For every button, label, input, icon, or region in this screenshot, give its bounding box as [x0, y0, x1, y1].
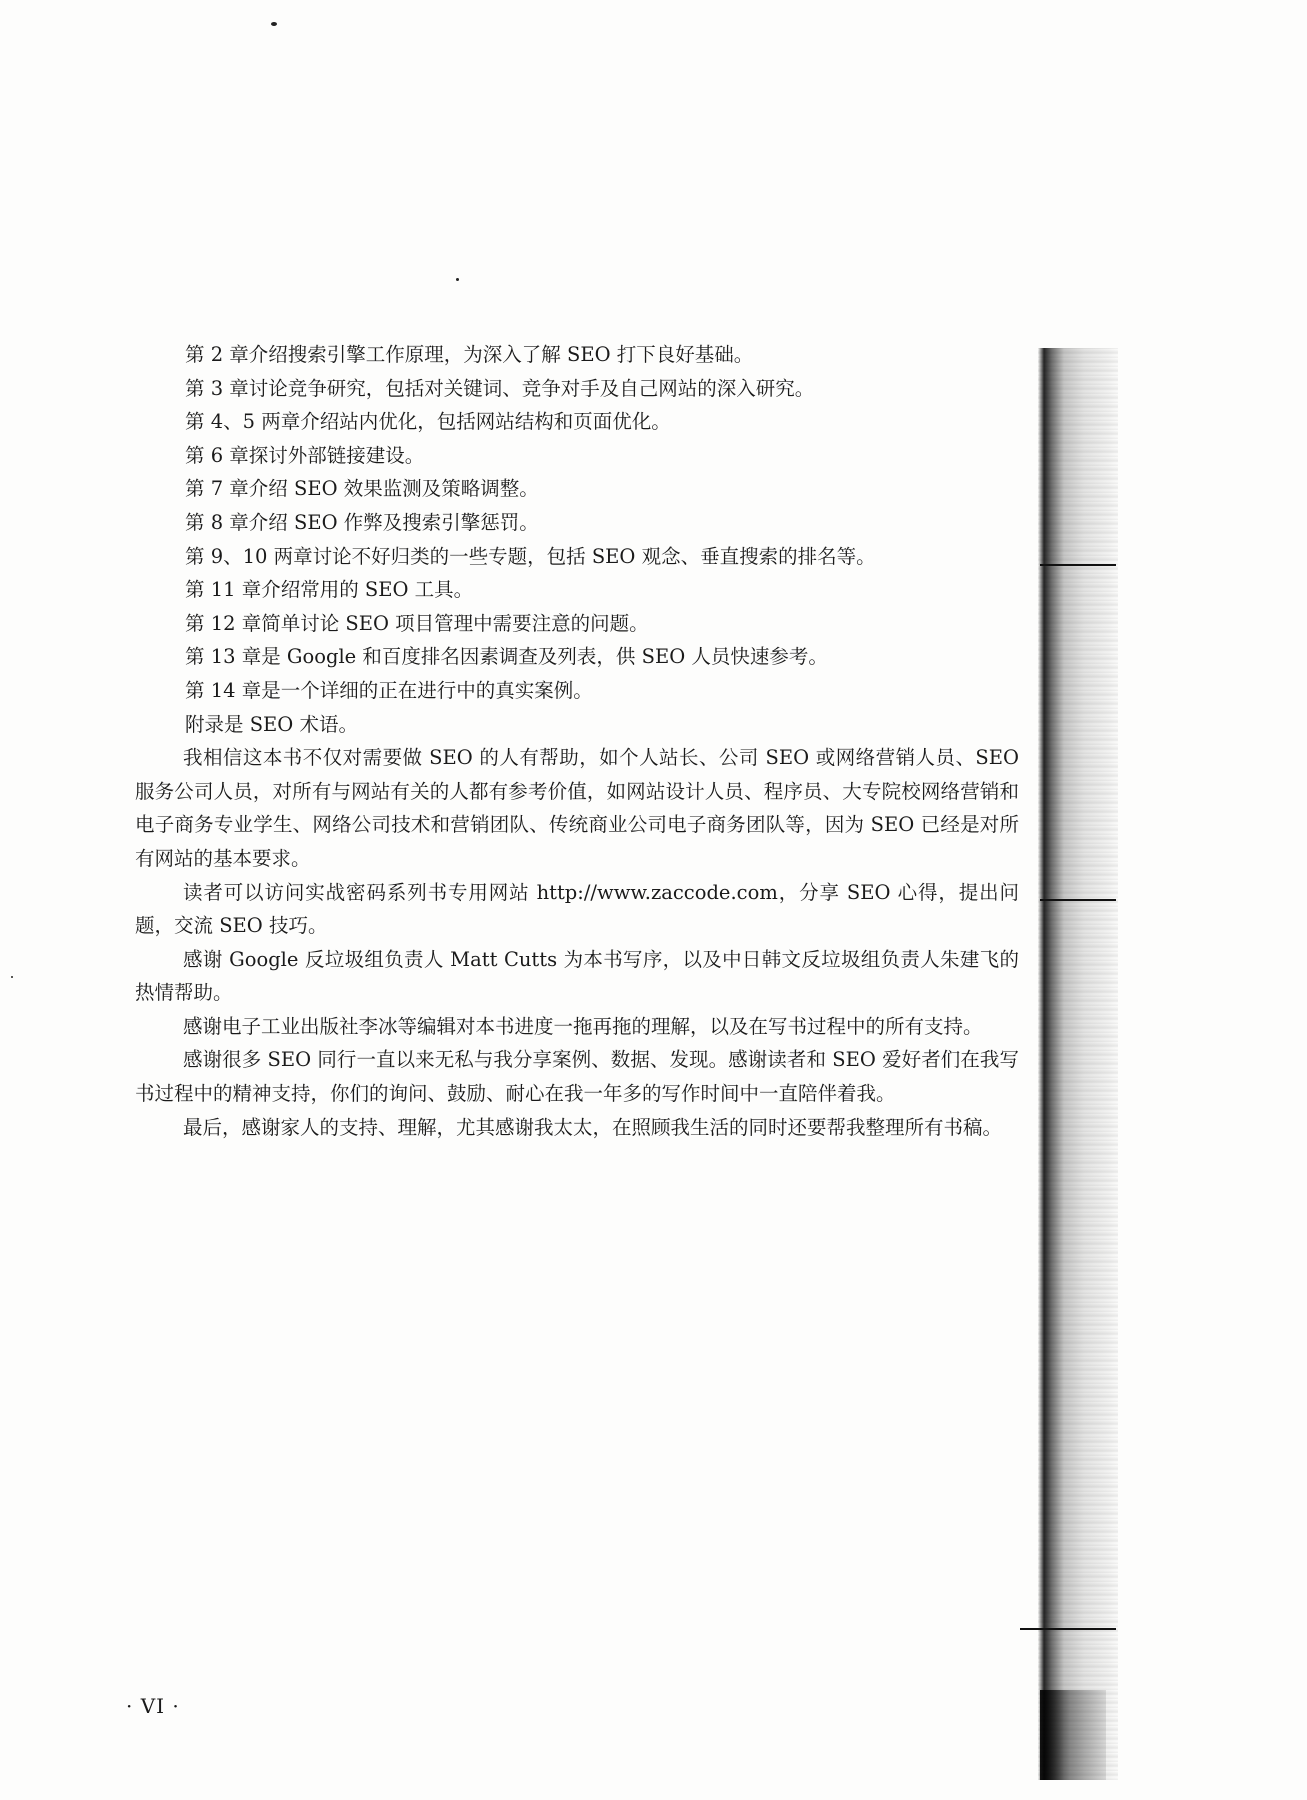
chapter-item: 第 8 章介绍 SEO 作弊及搜索引擎惩罚。 — [185, 510, 539, 534]
paragraph: 感谢电子工业出版社李冰等编辑对本书进度一拖再拖的理解，以及在写书过程中的所有支持。 — [183, 1014, 983, 1038]
binding-edge-mark — [1040, 899, 1116, 901]
chapter-item: 第 13 章是 Google 和百度排名因素调查及列表，供 SEO 人员快速参考。 — [185, 645, 828, 669]
paragraph: 最后，感谢家人的支持、理解，尤其感谢我太太，在照顾我生活的同时还要帮我整理所有书稿。 — [183, 1115, 1003, 1139]
paragraph: 我相信这本书不仅对需要做 SEO 的人有帮助，如个人站长、公司 SEO 或网络营销人员、SEO 服务公司人员，对所有与网站有关的人都有参考价值，如网站设计人员、程序员、大专院校网络营销和电子商务专业学生、网络公司技术和营销团队、传统商业公司电子商务团队等，因为 SEO 已经是对所有网站的基本要求。 — [135, 746, 1019, 870]
chapter-item: 第 3 章讨论竞争研究，包括对关键词、竞争对手及自己网站的深入研究。 — [185, 376, 815, 400]
chapter-item: 第 6 章探讨外部链接建设。 — [185, 443, 425, 467]
chapter-item: 第 12 章简单讨论 SEO 项目管理中需要注意的问题。 — [185, 611, 649, 635]
chapter-overview-list — [135, 338, 1019, 741]
scan-speck — [456, 278, 459, 281]
scan-speck — [271, 22, 277, 26]
chapter-item: 第 9、10 两章讨论不好归类的一些专题，包括 SEO 观念、垂直搜索的排名等。 — [185, 544, 876, 568]
paragraph: 感谢很多 SEO 同行一直以来无私与我分享案例、数据、发现。感谢读者和 SEO 爱好者们在我写书过程中的精神支持，你们的询问、鼓励、耐心在我一年多的写作时间中一直陪伴着我。 — [135, 1048, 1019, 1106]
binding-edge-mark — [1040, 564, 1116, 566]
chapter-item: 附录是 SEO 术语。 — [185, 712, 358, 736]
chapter-item: 第 4、5 两章介绍站内优化，包括网站结构和页面优化。 — [185, 410, 671, 434]
chapter-item: 第 11 章介绍常用的 SEO 工具。 — [185, 578, 474, 602]
paragraph: 读者可以访问实战密码系列书专用网站 http://www.zaccode.com，分享 SEO 心得，提出问题，交流 SEO 技巧。 — [135, 880, 1019, 938]
scan-speck — [11, 976, 13, 978]
page-number: · VI · — [126, 1694, 180, 1718]
paragraph: 感谢 Google 反垃圾组负责人 Matt Cutts 为本书写序，以及中日韩文反垃圾组负责人朱建飞的热情帮助。 — [135, 947, 1019, 1005]
binding-edge-mark — [1020, 1628, 1116, 1630]
book-binding-shadow-bottom — [1040, 1690, 1106, 1780]
chapter-item: 第 2 章介绍搜索引擎工作原理，为深入了解 SEO 打下良好基础。 — [185, 343, 754, 366]
chapter-item: 第 14 章是一个详细的正在进行中的真实案例。 — [185, 678, 593, 702]
book-binding-shadow — [1038, 348, 1118, 1780]
body-text — [135, 338, 1019, 1144]
chapter-item: 第 7 章介绍 SEO 效果监测及策略调整。 — [185, 477, 539, 501]
